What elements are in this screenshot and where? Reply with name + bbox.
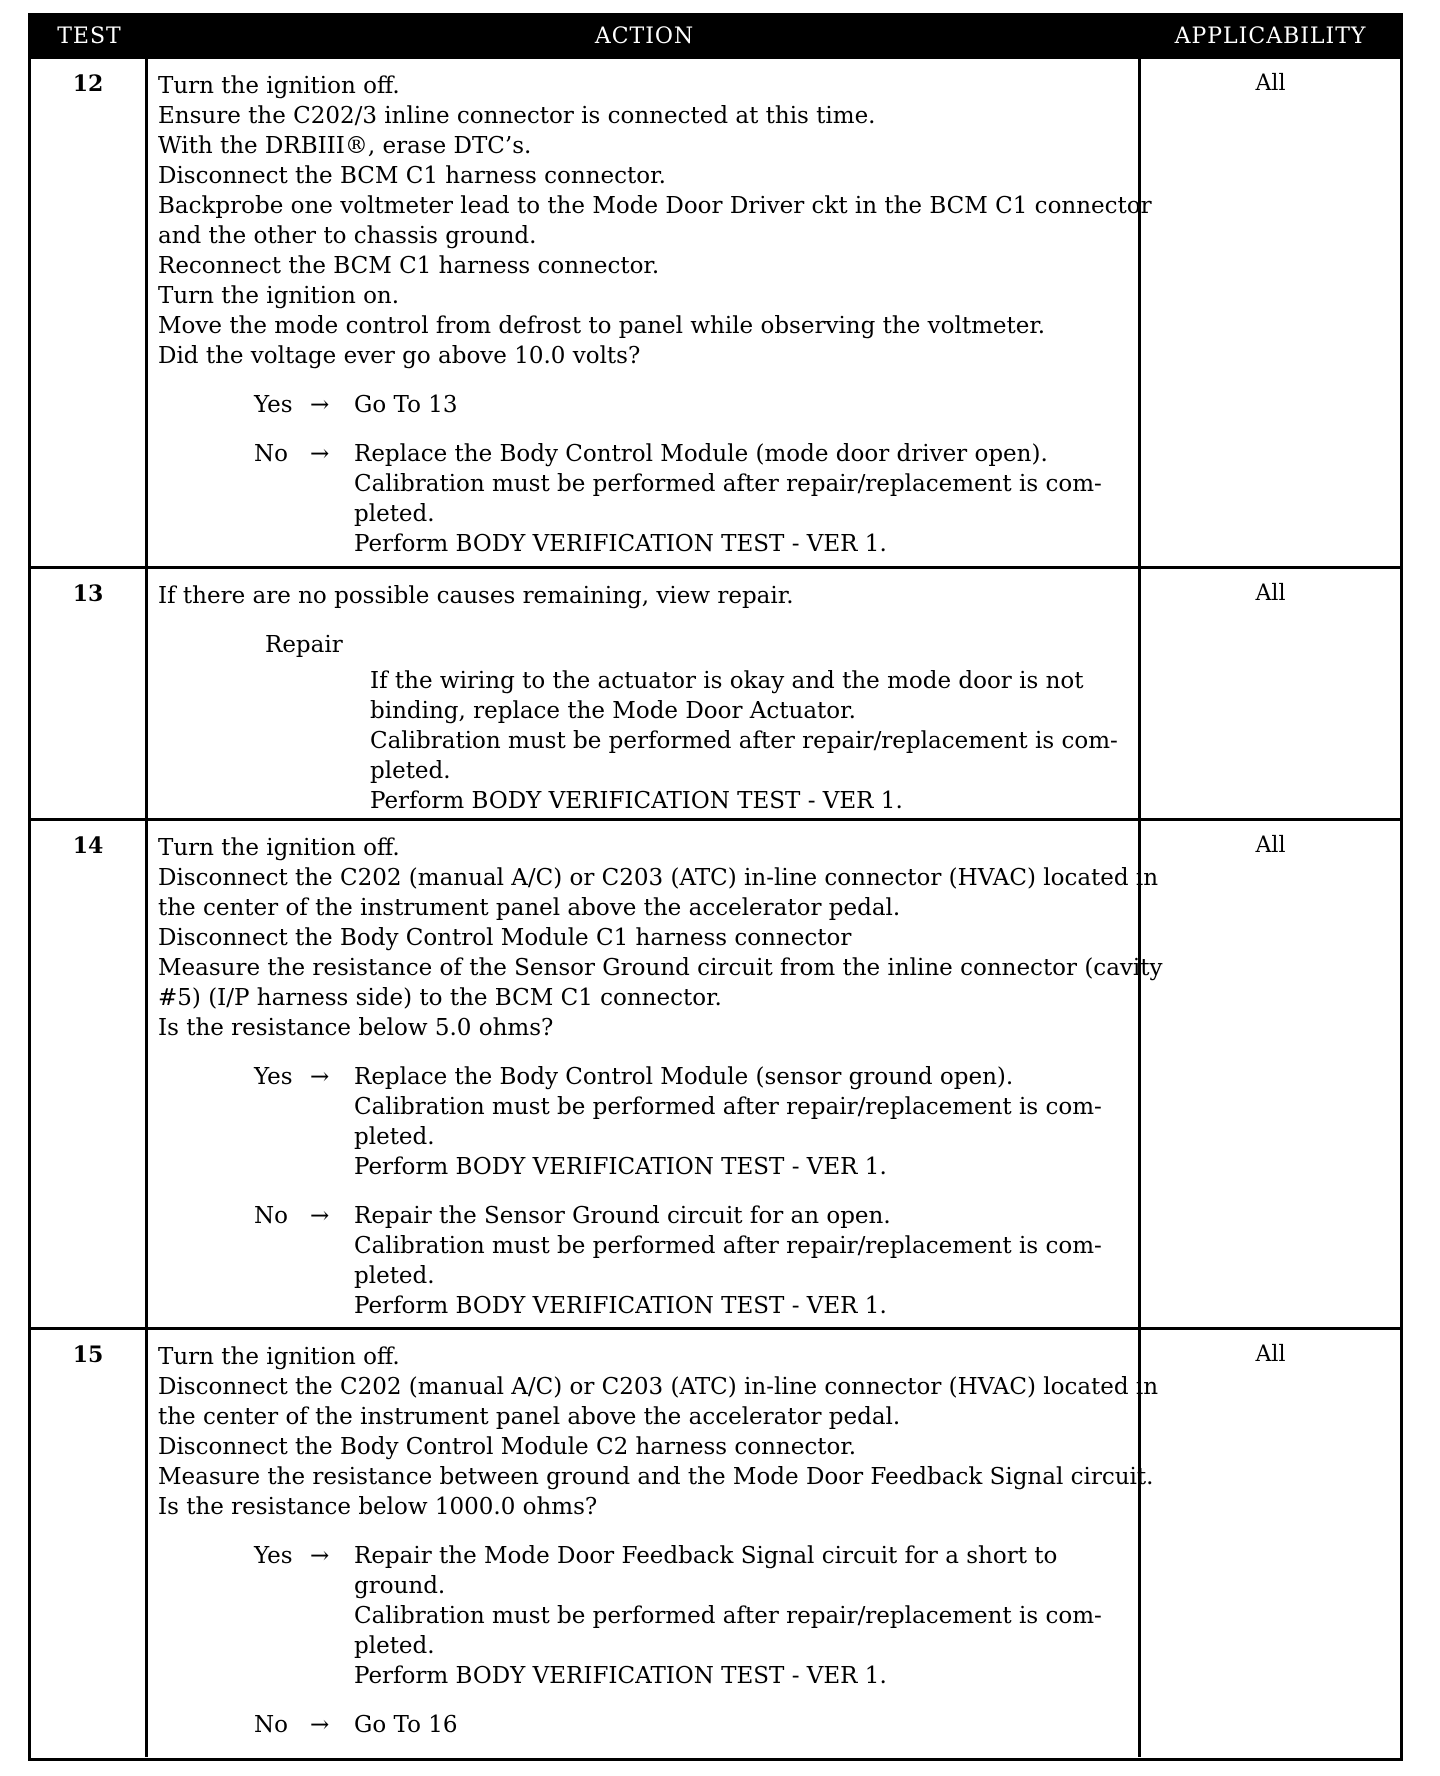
action-step: Did the voltage ever go above 10.0 volts? (158, 343, 641, 369)
arrow-icon: → (310, 1543, 330, 1569)
action-step: Disconnect the C202 (manual A/C) or C203 (ATC) in-line connector (HVAC) located in (158, 865, 1159, 891)
result-line: Repair the Mode Door Feedback Signal circuit for a short to (354, 1543, 1058, 1569)
action-cell (148, 821, 1163, 1327)
action-step: Is the resistance below 5.0 ohms? (158, 1015, 554, 1041)
action-step: With the DRBIII®, erase DTC’s. (158, 133, 532, 159)
result-line: pleted. (354, 1263, 435, 1289)
outcome-label: Yes (254, 392, 293, 418)
table-header (31, 16, 1400, 56)
action-step: Turn the ignition off. (158, 73, 400, 99)
action-cell (148, 59, 1152, 566)
action-step: Ensure the C202/3 inline connector is connected at this time. (158, 103, 876, 129)
test-number: 13 (31, 569, 148, 818)
action-step: If there are no possible causes remaining, view repair. (158, 583, 794, 609)
action-step: the center of the instrument panel above the accelerator pedal. (158, 895, 901, 921)
outcome-no (158, 1201, 1130, 1321)
result-line: Calibration must be performed after repair/replacement is com- (354, 471, 1102, 497)
action-step: Disconnect the Body Control Module C1 harness connector (158, 925, 852, 951)
arrow-icon: → (310, 392, 330, 418)
repair-label: Repair (265, 632, 343, 658)
arrow-icon: → (310, 1712, 330, 1738)
action-step: the center of the instrument panel above the accelerator pedal. (158, 1404, 901, 1430)
outcome-result (354, 439, 1130, 559)
action-step: Disconnect the C202 (manual A/C) or C203 (ATC) in-line connector (HVAC) located in (158, 1374, 1159, 1400)
result-line: Perform BODY VERIFICATION TEST - VER 1. (354, 531, 887, 557)
outcome-yes (158, 1062, 1130, 1182)
result-line: Go To 16 (354, 1712, 458, 1738)
test-number: 14 (31, 821, 148, 1327)
repair-line: binding, replace the Mode Door Actuator. (370, 698, 856, 724)
applicability-cell: All (1255, 71, 1286, 96)
action-step: Turn the ignition on. (158, 283, 400, 309)
repair-line: pleted. (370, 758, 451, 784)
outcome-yes (158, 1541, 1130, 1691)
outcome-label: Yes (254, 1543, 293, 1569)
repair-line: Perform BODY VERIFICATION TEST - VER 1. (370, 788, 903, 814)
result-line: Repair the Sensor Ground circuit for an open. (354, 1203, 891, 1229)
result-line: Calibration must be performed after repair/replacement is com- (354, 1603, 1102, 1629)
table-row (31, 1327, 1400, 1757)
action-step: Backprobe one voltmeter lead to the Mode Door Driver ckt in the BCM C1 connector (158, 193, 1152, 219)
applicability-cell: All (1255, 833, 1286, 858)
repair-text (370, 666, 1130, 816)
outcome-result (354, 390, 1130, 420)
action-cell (148, 1330, 1159, 1757)
test-number: 15 (31, 1330, 148, 1757)
result-line: Calibration must be performed after repair/replacement is com- (354, 1233, 1102, 1259)
outcome-result (354, 1201, 1130, 1321)
result-line: Perform BODY VERIFICATION TEST - VER 1. (354, 1293, 887, 1319)
action-step: Measure the resistance of the Sensor Ground circuit from the inline connector (cavity (158, 955, 1163, 981)
header-action: ACTION (594, 23, 695, 49)
outcome-label: No (254, 1712, 288, 1738)
action-step: Measure the resistance between ground and the Mode Door Feedback Signal circuit. (158, 1464, 1154, 1490)
result-line: Replace the Body Control Module (sensor ground open). (354, 1064, 1014, 1090)
action-step: and the other to chassis ground. (158, 223, 537, 249)
result-line: Go To 13 (354, 392, 458, 418)
repair-line: Calibration must be performed after repair/replacement is com- (370, 728, 1118, 754)
arrow-icon: → (310, 441, 330, 467)
action-step: Reconnect the BCM C1 harness connector. (158, 253, 660, 279)
outcome-result (354, 1710, 1130, 1740)
table-row (31, 566, 1400, 818)
result-line: pleted. (354, 1633, 435, 1659)
applicability-cell: All (1255, 1342, 1286, 1367)
result-line: Replace the Body Control Module (mode door driver open). (354, 441, 1048, 467)
result-line: Perform BODY VERIFICATION TEST - VER 1. (354, 1663, 887, 1689)
action-step: Is the resistance below 1000.0 ohms? (158, 1494, 598, 1520)
table-row (31, 818, 1400, 1327)
action-step: Disconnect the BCM C1 harness connector. (158, 163, 666, 189)
outcome-no (158, 439, 1130, 559)
action-cell (148, 569, 1141, 818)
result-line: Calibration must be performed after repair/replacement is com- (354, 1094, 1102, 1120)
action-step: Disconnect the Body Control Module C2 harness connector. (158, 1434, 857, 1460)
test-number: 12 (31, 59, 148, 566)
action-step: Turn the ignition off. (158, 835, 400, 861)
applicability-cell: All (1255, 581, 1286, 606)
arrow-icon: → (310, 1064, 330, 1090)
action-step: Move the mode control from defrost to panel while observing the voltmeter. (158, 313, 1046, 339)
result-line: pleted. (354, 1124, 435, 1150)
outcome-no (158, 1710, 1130, 1740)
table-row (31, 56, 1400, 566)
outcome-label: Yes (254, 1064, 293, 1090)
action-step: #5) (I/P harness side) to the BCM C1 connector. (158, 985, 722, 1011)
outcome-yes (158, 390, 1130, 420)
outcome-label: No (254, 441, 288, 467)
outcome-result (354, 1062, 1130, 1182)
action-step: Turn the ignition off. (158, 1344, 400, 1370)
result-line: Perform BODY VERIFICATION TEST - VER 1. (354, 1154, 887, 1180)
table-body (31, 56, 1400, 1757)
repair-line: If the wiring to the actuator is okay and the mode door is not (370, 668, 1084, 694)
arrow-icon: → (310, 1203, 330, 1229)
outcome-label: No (254, 1203, 288, 1229)
header-test: TEST (57, 23, 122, 49)
result-line: pleted. (354, 501, 435, 527)
header-applicability: APPLICABILITY (1174, 23, 1367, 49)
result-line: ground. (354, 1573, 446, 1599)
outcome-result (354, 1541, 1130, 1691)
diagnostic-table (28, 13, 1403, 1761)
